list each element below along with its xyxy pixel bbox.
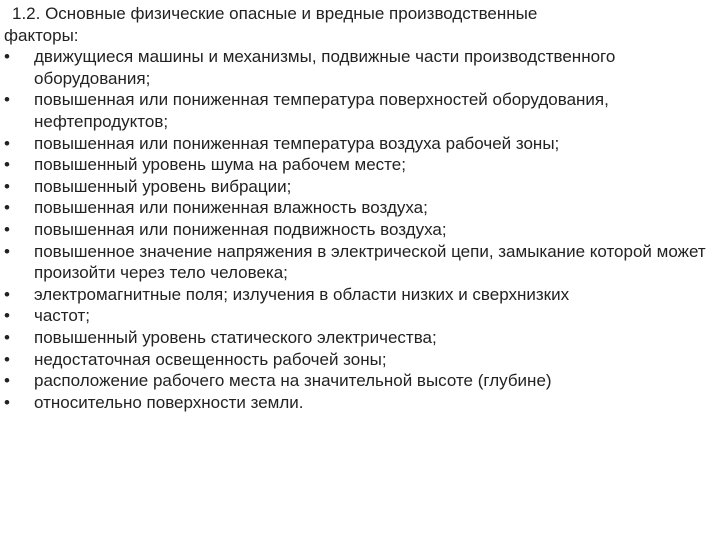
bullet-icon: • [4,90,10,110]
bullet-icon: • [4,219,10,239]
bullet-icon: • [4,371,10,391]
list-item-text: повышенный уровень статического электричества; [34,327,437,347]
bullet-icon: • [4,198,10,218]
bullet-icon: • [4,241,10,261]
bullet-icon: • [4,284,10,304]
list-item [4,349,716,371]
bullet-icon: • [4,155,10,175]
bullet-icon: • [4,327,10,347]
list-item-text: частот; [34,306,90,326]
heading-line-2: факторы: [4,25,79,45]
bullet-icon: • [4,306,10,326]
list-item [4,327,716,349]
list-item [4,154,716,176]
list-item-text: повышенная или пониженная подвижность воздуха; [34,219,447,239]
list-item [4,284,716,306]
list-item-text: повышенный уровень вибрации; [34,176,292,196]
bullet-icon: • [4,392,10,412]
list-item-text: недостаточная освещенность рабочей зоны; [34,349,387,369]
list-item-text: повышенная или пониженная температура поверхностей оборудования, нефтепродуктов; [34,90,609,131]
list-item-text: повышенное значение напряжения в электрической цепи, замыкание которой может произойти через тело человека; [34,241,706,283]
list-item [4,305,716,327]
list-item [4,197,716,219]
list-item [4,370,716,392]
bullet-icon: • [4,133,10,153]
list-item-text: расположение рабочего места на значительной высоте (глубине) [34,371,552,391]
hazard-factors-list [4,46,716,413]
list-item [4,46,716,89]
heading-line-1: 1.2. Основные физические опасные и вредные производственные [12,4,538,23]
list-item [4,176,716,198]
slide-content [4,3,716,413]
list-item-text: относительно поверхности земли. [34,392,304,412]
list-item-text: повышенный уровень шума на рабочем месте; [34,155,406,175]
list-item-text: повышенная или пониженная влажность воздуха; [34,198,428,218]
list-item [4,89,716,132]
list-item-text: электромагнитные поля; излучения в области низких и сверхнизких [34,284,570,304]
list-item [4,219,716,241]
list-item [4,392,716,414]
list-item [4,241,716,284]
list-item [4,133,716,155]
bullet-icon: • [4,349,10,369]
bullet-icon: • [4,176,10,196]
bullet-icon: • [4,47,10,67]
list-item-text: повышенная или пониженная температура воздуха рабочей зоны; [34,133,560,153]
list-item-text: движущиеся машины и механизмы, подвижные части производственного оборудования; [34,47,616,88]
